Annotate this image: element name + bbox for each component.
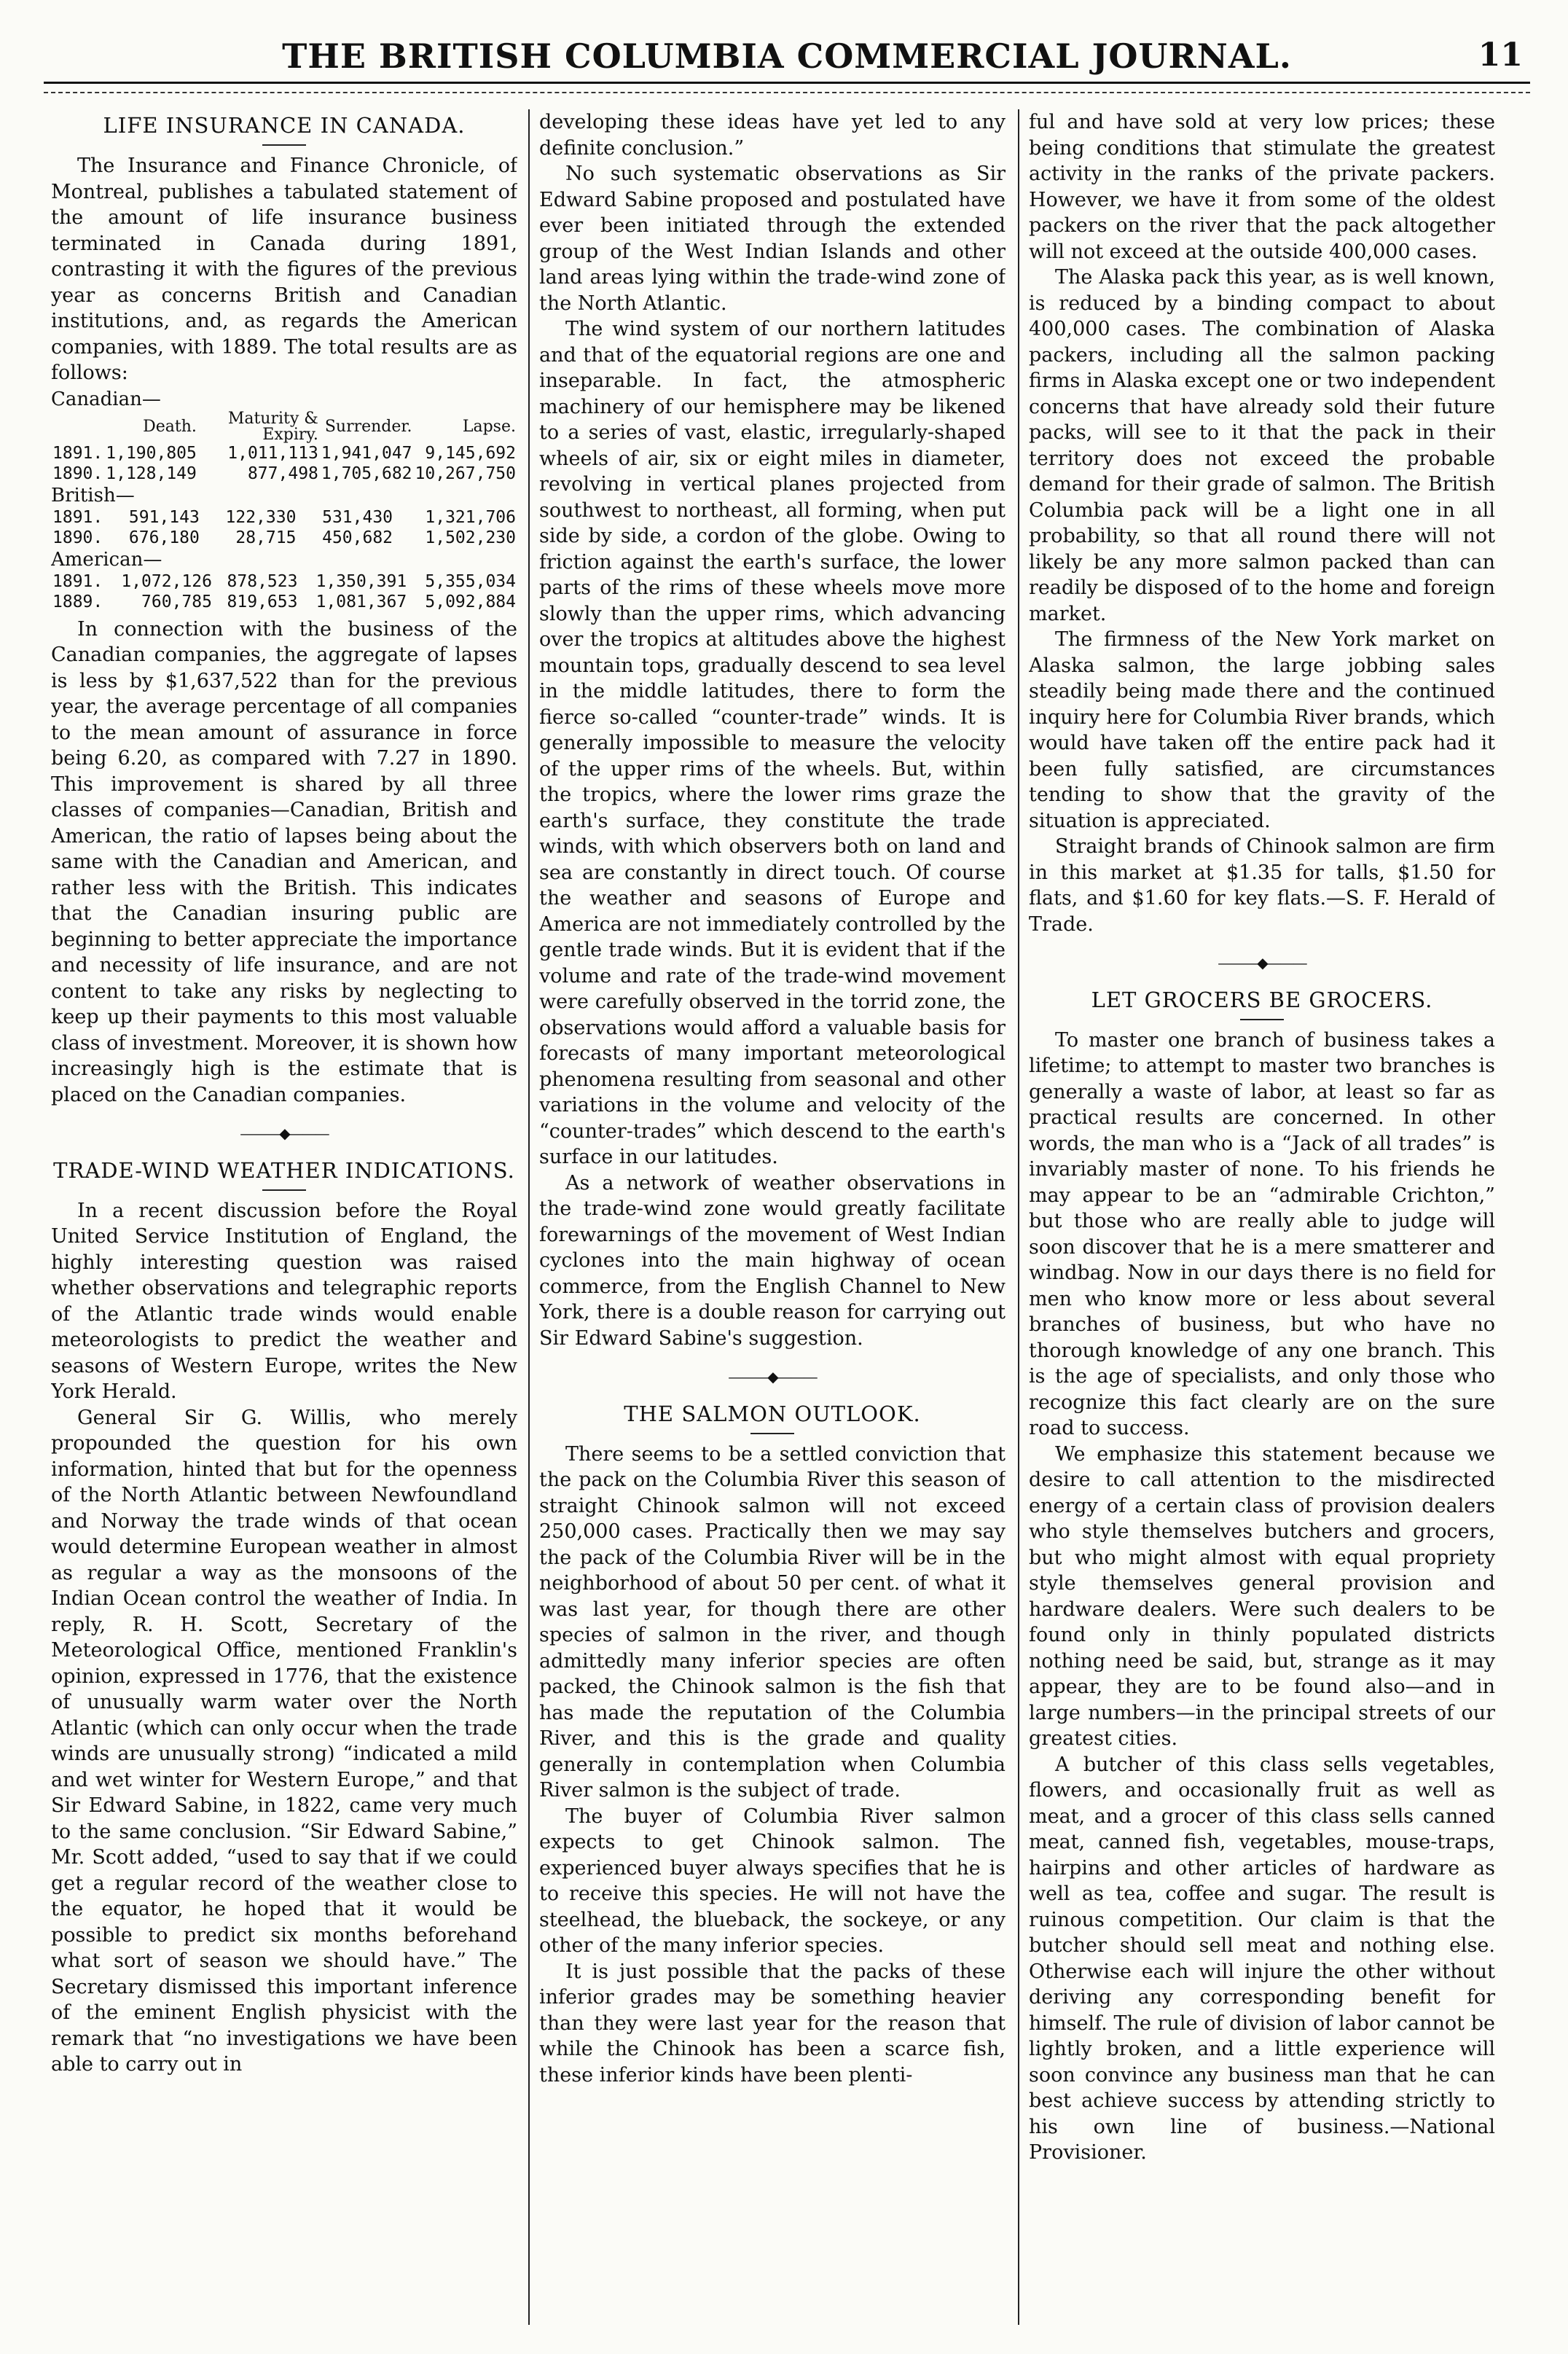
- salmon-paragraph-6: Straight brands of Chinook salmon are firm in this market at $1.35 for talls, $1.50 for flats, and $1.60 for key flats.—S. F. Herald of Trade.: [1029, 835, 1495, 936]
- table-group-label: British—: [51, 484, 135, 507]
- table-row: [51, 528, 517, 548]
- table-cell: 1,705,682: [321, 464, 412, 483]
- table-header: Maturity & Expiry.: [227, 409, 318, 444]
- table-header: Surrender.: [324, 417, 412, 436]
- table-row: [51, 443, 517, 464]
- lapse-table: [51, 388, 517, 612]
- salmon-paragraph-4: The Alaska pack this year, as is well known, is reduced by a binding compact to about 400,000 cases. The combination of Alaska packers, including all the salmon packing firms in Alaska except one or two independent concerns that have already sold their future packs, will see to it that the pack in their territory does not exceed the probable demand for their grade of salmon. The British Columbia pack will be a light one in all probability, so that all round there will not likely be any more salmon packed than can readily be disposed of to the home and foreign market.: [1029, 266, 1495, 625]
- column-3: [1029, 109, 1495, 2325]
- table-row: [51, 571, 517, 592]
- title-dash: [750, 1433, 794, 1434]
- trade-paragraph-2: General Sir G. Willis, who merely propounded the question for his own information, hinted that but for the openness of the North Atlantic between Newfoundland and Norway the trade winds of that ocean would determine European weather in almost as regular a way as the monsoons of the Indian Ocean control the weather of India. In reply, R. H. Scott, Secretary of the Meteorological Office, mentioned Franklin's opinion, expressed in 1776, that the existence of unusually warm water over the North Atlantic (which can only occur when the trade winds are unusually strong) “indicated a mild and wet winter for Western Europe,” and that Sir Edward Sabine, in 1822, came very much to the same conclusion. “Sir Edward Sabine,” Mr. Scott added, “used to say that if we could get a regular record of the weather close to the equator, he hoped that it would be possible to predict six months beforehand what sort of season we should have.” The Secretary dismissed this important inference of the eminent English physicist with the remark that “no investigations we have been able to carry out in: [51, 1406, 517, 2076]
- table-row: [51, 507, 517, 528]
- header-rule: [44, 82, 1530, 84]
- table-cell: 531,430: [322, 507, 393, 527]
- page-number: 11: [1478, 36, 1523, 74]
- table-cell: 1,350,391: [315, 571, 407, 591]
- trade-paragraph-continued: developing these ideas have yet led to any definite conclusion.”: [539, 111, 1006, 160]
- table-cell: 450,682: [322, 528, 393, 547]
- section-ornament: ———◆———: [728, 1368, 817, 1385]
- article-title-salmon: THE SALMON OUTLOOK.: [624, 1401, 921, 1426]
- article-title-trade-wind: TRADE-WIND WEATHER INDICATIONS.: [53, 1157, 515, 1183]
- table-cell: 1890.: [52, 464, 103, 483]
- salmon-paragraph-3: It is just possible that the packs of these inferior grades may be something heavier than they were last year for the reason that while the Chinook has been a scarce fish, these inferior kinds have been plenti-: [539, 1960, 1006, 2087]
- table-header: Death.: [143, 417, 197, 436]
- table-cell: 1,128,149: [106, 464, 197, 483]
- salmon-paragraph-2: The buyer of Columbia River salmon expects to get Chinook salmon. The experienced buyer always specifies that he is to receive this species. He will not have the steelhead, the blueback, the sockeye, or any other of the many inferior species.: [539, 1804, 1006, 1957]
- header-dashed-rule: [44, 92, 1530, 93]
- table-cell: 1,072,126: [121, 571, 212, 591]
- title-dash: [1240, 1019, 1284, 1020]
- journal-title: THE BRITISH COLUMBIA COMMERCIAL JOURNAL.: [282, 36, 1292, 76]
- table-cell: 676,180: [128, 528, 200, 547]
- title-dash: [262, 1189, 306, 1191]
- table-cell: 1,190,805: [106, 443, 197, 463]
- table-header: [51, 411, 104, 443]
- table-cell: 10,267,750: [415, 464, 516, 483]
- column-divider-2: [1018, 109, 1019, 2325]
- table-cell: 1,081,367: [315, 592, 407, 611]
- trade-paragraph-5: As a network of weather observations in the trade-wind zone would greatly facilitate forewarnings of the movement of West Indian cyclones into the main highway of ocean commerce, from the English Channel to New York, there is a double reason for carrying out Sir Edward Sabine's suggestion.: [539, 1171, 1006, 1350]
- masthead: [44, 29, 1530, 87]
- table-cell: 1889.: [52, 592, 103, 611]
- table-cell: 1,011,113: [227, 443, 318, 463]
- life-paragraph-1: The Insurance and Finance Chronicle, of Montreal, publishes a tabulated statement of the amount of life insurance business terminated in Canada during 1891, contrasting it with the figures of the previous year as concerns British and Canadian institutions, and, as regards the American companies, with 1889. The total results are as follows:: [51, 155, 517, 384]
- salmon-paragraph-continued: ful and have sold at very low prices; these being conditions that stimulate the greatest activity in the ranks of the private packers. However, we have it from some of the oldest packers on the river that the pack altogether will not exceed at the outside 400,000 cases.: [1029, 111, 1495, 263]
- table-cell: 1891.: [52, 507, 103, 527]
- table-group-label: Canadian—: [51, 388, 161, 410]
- article-title-grocers: LET GROCERS BE GROCERS.: [1091, 987, 1433, 1012]
- table-british: [51, 507, 517, 548]
- table-cell: 760,785: [141, 592, 212, 611]
- table-cell: 1890.: [52, 528, 103, 547]
- table-cell: 28,715: [235, 528, 297, 547]
- table-american: [51, 571, 517, 612]
- trade-paragraph-4: The wind system of our northern latitudes and that of the equatorial regions are one and inseparable. In fact, the atmospheric machinery of our hemisphere may be likened to a series of vast, elastic, irregularly-shaped wheels of air, six or eight miles in diameter, revolving in vertical planes projected from southwest to northeast, all forming, when put side by side, a cordon of the globe. Owing to friction against the earth's surface, the lower parts of the rims of these wheels move more slowly than the upper rims, which advancing over the tropics at altitudes above the highest mountain tops, gradually descend to sea level in the middle latitudes, there to form the fierce so-called “counter-trade” winds. It is generally impossible to measure the velocity of the upper rims of the wheels. But, within the tropics, where the lower rims graze the earth's surface, they constitute the trade winds, with which observers both on land and sea are constantly in direct touch. Of course the weather and seasons of Europe and America are not immediately controlled by the gentle trade winds. But it is evident that if the volume and rate of the trade-wind movement were carefully observed in the torrid zone, the observations would afford a valuable basis for forecasts of many important meteorological phenomena resulting from seasonal and other variations in the volume and velocity of the “counter-trades” which descend to the earth's surface in our latitudes.: [539, 318, 1006, 1168]
- section-ornament: ———◆———: [1218, 954, 1306, 971]
- table-canadian: [51, 411, 517, 484]
- table-header-row: [51, 411, 517, 443]
- table-cell: 819,653: [227, 592, 298, 611]
- column-1: [51, 109, 517, 2325]
- table-cell: 122,330: [225, 507, 297, 527]
- column-divider-1: [528, 109, 530, 2325]
- table-cell: 877,498: [247, 464, 318, 483]
- title-dash: [262, 144, 306, 146]
- grocers-paragraph-2: We emphasize this statement because we desire to call attention to the misdirected energy of a certain class of provision dealers who style themselves butchers and grocers, but who might almost with equal propriety style themselves general provision and hardware dealers. Were such dealers to be found only in thinly populated districts nothing need be said, but, strange as it may appear, they are to be found also—and in large numbers—in the principal streets of our greatest cities.: [1029, 1442, 1495, 1750]
- column-2: [539, 109, 1006, 2325]
- table-cell: 878,523: [227, 571, 298, 591]
- table-cell: 591,143: [128, 507, 200, 527]
- table-cell: 9,145,692: [425, 443, 516, 463]
- section-ornament: ———◆———: [240, 1125, 329, 1142]
- article-title-life-insurance: LIFE INSURANCE IN CANADA.: [103, 113, 466, 138]
- table-cell: 1,321,706: [425, 507, 516, 527]
- table-cell: 1,941,047: [321, 443, 412, 463]
- trade-paragraph-1: In a recent discussion before the Royal United Service Institution of England, the highly interesting question was raised whether observations and telegraphic reports of the Atlantic trade winds would enable meteorologists to predict the weather and seasons of Western Europe, writes the New York Herald.: [51, 1199, 517, 1403]
- trade-paragraph-3: No such systematic observations as Sir Edward Sabine proposed and postulated have ever been initiated through the extended group of the West Indian Islands and other land areas lying within the trade-wind zone of the North Atlantic.: [539, 163, 1006, 315]
- table-group-label: American—: [51, 548, 162, 571]
- life-paragraph-2: In connection with the business of the Canadian companies, the aggregate of lapses is less by $1,637,522 than for the previous year, the average percentage of all companies to the mean amount of assurance in force being 6.20, as compared with 7.27 in 1890. This improvement is shared by all three classes of companies—Canadian, British and American, the ratio of lapses being about the same with the Canadian and American, and rather less with the British. This indicates that the Canadian insuring public are beginning to better appreciate the importance and necessity of life insurance, and are not content to take any risks by neglecting to keep up their payments to this most valuable class of investment. Moreover, it is shown how increasingly high is the estimate that is placed on the Canadian companies.: [51, 617, 517, 1106]
- table-cell: 1,502,230: [425, 528, 516, 547]
- salmon-paragraph-1: There seems to be a settled conviction that the pack on the Columbia River this season of straight Chinook salmon will not exceed 250,000 cases. Practically then we may say the pack of the Columbia River will be in the neighborhood of about 50 per cent. of what it was last year, for though there are other species of salmon in the river, and though admittedly many inferior species are often packed, the Chinook salmon is the fish that has made the reputation of the Columbia River, and this is the grade and quality generally in contemplation when Columbia River salmon is the subject of trade.: [539, 1442, 1006, 1802]
- table-cell: 1891.: [52, 571, 103, 591]
- table-cell: 5,355,034: [425, 571, 516, 591]
- table-header: Lapse.: [462, 417, 516, 436]
- table-cell: 1891.: [52, 443, 103, 463]
- table-row: [51, 592, 517, 612]
- grocers-paragraph-1: To master one branch of business takes a lifetime; to attempt to master two branches is generally a waste of labor, at least so far as practical results are concerned. In other words, the man who is a “Jack of all trades” is invariably master of none. To his friends he may appear to be an “admirable Crichton,” but those who are really able to judge will soon discover that he is a mere smatterer and windbag. Now in our days there is no field for men who know more or less about several branches of business, but who have no thorough knowledge of any one branch. This is the age of specialists, and only those who recognize this fact clearly are on the sure road to success.: [1029, 1028, 1495, 1439]
- grocers-paragraph-3: A butcher of this class sells vegetables, flowers, and occasionally fruit as well as meat, and a grocer of this class sells canned meat, canned fish, vegetables, mouse-traps, hairpins and other articles of hardware as well as tea, coffee and sugar. The result is ruinous competition. Our claim is that the butcher should sell meat and nothing else. Otherwise each will injure the other without deriving any corresponding benefit for himself. The rule of division of labor cannot be lightly broken, and a little experience will soon convince any business man that he can best achieve success by attending strictly to his own line of business.—National Provisioner.: [1029, 1753, 1495, 2164]
- salmon-paragraph-5: The firmness of the New York market on Alaska salmon, the large jobbing sales steadily being made there and the continued inquiry here for Columbia River brands, which would have taken off the entire pack had it been fully satisfied, are circumstances tending to show that the gravity of the situation is appreciated.: [1029, 628, 1495, 832]
- table-cell: 5,092,884: [425, 592, 516, 611]
- table-row: [51, 464, 517, 484]
